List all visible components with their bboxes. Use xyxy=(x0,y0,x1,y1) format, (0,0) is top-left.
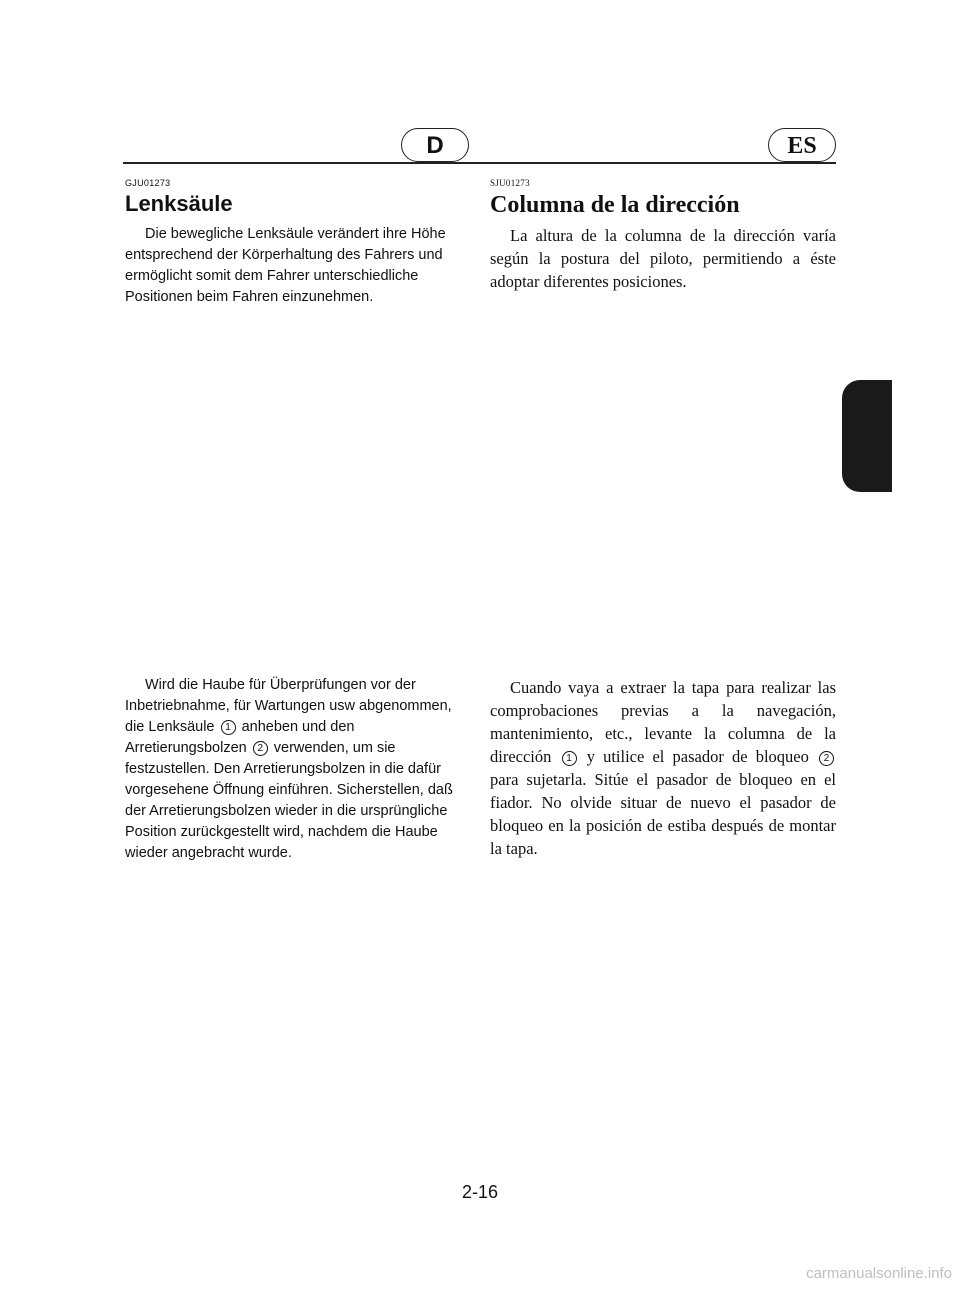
callout-2-icon: 2 xyxy=(253,741,268,756)
german-section-code: GJU01273 xyxy=(125,178,171,188)
page-number: 2-16 xyxy=(461,1182,499,1202)
german-column xyxy=(125,178,465,308)
german-procedure-text-b: anheben und den Arretierungsbolzen xyxy=(125,719,355,756)
german-section-title: Lenksäule xyxy=(125,191,233,216)
spanish-procedure-text-a: Cuando vaya a extraer la tapa para realizar las comprobaciones previas a la navegación, mantenimiento, etc., levante la columna de la dirección xyxy=(490,678,836,766)
spanish-section-code: SJU01273 xyxy=(490,178,530,188)
spanish-column xyxy=(490,178,836,293)
spanish-procedure-paragraph xyxy=(490,676,836,860)
language-badge-spanish: ES xyxy=(768,128,836,162)
chapter-side-tab xyxy=(842,380,892,492)
german-procedure-paragraph xyxy=(125,675,465,864)
watermark: carmanualsonline.info xyxy=(806,1265,952,1282)
spanish-procedure-text-c: para sujetarla. Sitúe el pasador de bloqueo en el fiador. No olvide situar de nuevo el pasador de bloqueo en la posición de estiba después de montar la tapa. xyxy=(490,770,836,858)
callout-2-icon: 2 xyxy=(819,751,834,766)
spanish-section-title: Columna de la dirección xyxy=(490,192,740,218)
spanish-intro-paragraph: La altura de la columna de la dirección varía según la postura del piloto, permitiendo a éste adoptar diferentes posiciones. xyxy=(490,226,836,291)
german-procedure-text-a: Wird die Haube für Überprüfungen vor der Inbetriebnahme, für Wartungen usw abgenommen, die Lenksäule xyxy=(125,677,452,735)
language-badge-german: D xyxy=(401,128,469,162)
spanish-procedure-text-b: y utilice el pasador de bloqueo xyxy=(586,747,809,766)
german-procedure-text-c: verwenden, um sie festzustellen. Den Arretierungsbolzen in die dafür vorgesehene Öffnung einführen. Sicherstellen, daß der Arretierungsbolzen wieder in die ursprüngliche Position zurückgestellt wird, nachdem die Haube wieder angebracht wurde. xyxy=(125,740,453,861)
header-divider xyxy=(123,162,836,164)
callout-1-icon: 1 xyxy=(562,751,577,766)
german-intro-paragraph: Die bewegliche Lenksäule verändert ihre Höhe entsprechend der Körperhaltung des Fahrers und ermöglicht somit dem Fahrer unterschiedliche Positionen beim Fahren einzunehmen. xyxy=(125,226,446,305)
callout-1-icon: 1 xyxy=(221,720,236,735)
